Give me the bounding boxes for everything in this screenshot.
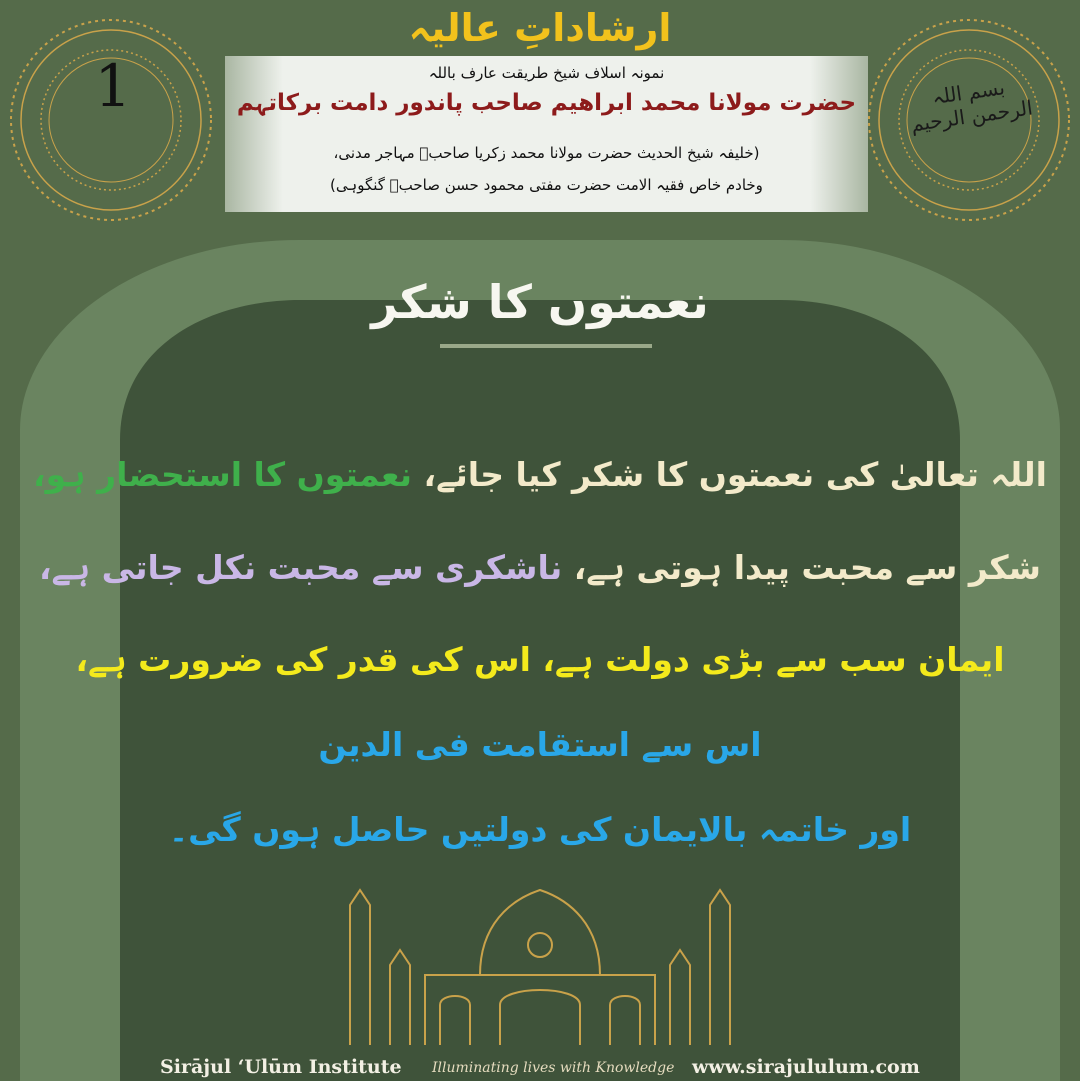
header-servant-line: وخادم خاص فقیہ الامت حضرت مفتی محمود حسن صاحبؒ گنگوہی) (330, 176, 763, 194)
body-line-1-text: اللہ تعالیٰ کی نعمتوں کا شکر کیا جائے، (412, 455, 1047, 494)
footer-website-link[interactable]: www.sirajululum.com (692, 1056, 920, 1078)
header-name: حضرت مولانا محمد ابراھیم صاحب پاندور دامت برکاتہم (236, 90, 857, 116)
body-line-2 (0, 548, 1080, 587)
body-line-1 (0, 455, 1080, 494)
header-panel (225, 56, 868, 212)
header-caliph-line: (خلیفہ شیخ الحدیث حضرت مولانا محمد زکریا صاحبؒ مہاجر مدنی، (333, 144, 760, 162)
section-title: نعمتوں کا شکر (371, 275, 709, 329)
footer-institute: Sirājul ʻUlūm Institute (160, 1056, 402, 1078)
bismillah-calligraphy: بسم اللہ الرحمن الرحیم (909, 75, 1035, 137)
page-number: 1 (94, 52, 132, 120)
body-line-3: ایمان سب سے بڑی دولت ہے، اس کی قدر کی ضرورت ہے، (75, 640, 1005, 679)
title-divider (440, 344, 652, 348)
body-line-5: اور خاتمہ بالایمان کی دولتیں حاصل ہوں گی۔ (168, 810, 912, 849)
body-line-4: اس سے استقامت فی الدین (318, 725, 762, 764)
body-line-2-text: شکر سے محبت پیدا ہوتی ہے، (562, 548, 1041, 587)
header-honorific: نمونہ اسلاف شیخ طریقت عارف باللہ (428, 64, 665, 82)
footer-tagline: Illuminating lives with Knowledge (432, 1060, 675, 1076)
footer (0, 1048, 1080, 1081)
body-line-1-highlight: نعمتوں کا استحضار ہو، (33, 455, 413, 494)
page-title: ارشاداتِ عالیہ (408, 6, 672, 50)
ornament-medallion-left-icon (6, 15, 216, 225)
body-line-2-highlight: ناشکری سے محبت نکل جاتی ہے، (38, 548, 563, 587)
mosque-outline-icon (330, 885, 750, 1045)
